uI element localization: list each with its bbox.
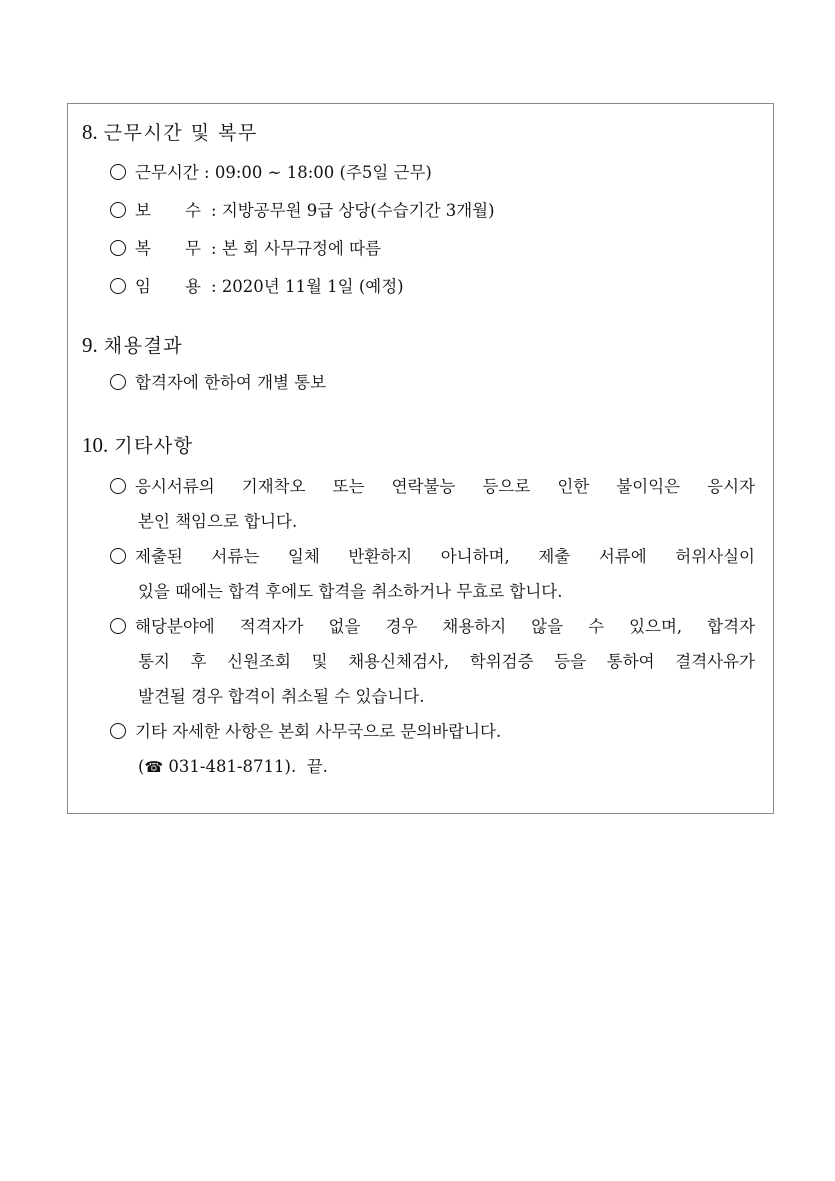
list-item-work-hours [110, 161, 432, 185]
item-value: 2020년 11월 1일 (예정) [221, 277, 404, 296]
list-item-result [110, 371, 326, 395]
item-label: 복 무 [135, 239, 201, 258]
circle-bullet-icon [110, 374, 126, 390]
item-separator: : [211, 239, 217, 258]
circle-bullet-icon [110, 164, 126, 180]
section-number: 8. [82, 120, 98, 144]
end-mark: 끝. [306, 757, 328, 776]
contact-line: (☎ 031-481-8711). 끝. [138, 757, 328, 776]
list-item-duty [110, 237, 381, 261]
item-separator: : [211, 277, 217, 296]
section-title: 채용결과 [103, 335, 184, 357]
section-title: 근무시간 및 복무 [103, 122, 258, 144]
circle-bullet-icon [110, 278, 126, 294]
item-value: 지방공무원 9급 상당(수습기간 3개월) [221, 201, 495, 220]
item-value: 09:00 ~ 18:00 (주5일 근무) [214, 163, 432, 182]
item-label: 근무시간 [135, 163, 199, 182]
phone-number: 031-481-8711 [168, 757, 285, 776]
section-number: 9. [82, 333, 98, 357]
circle-bullet-icon [110, 548, 126, 564]
item-separator: : [204, 163, 210, 182]
item-separator: : [211, 201, 217, 220]
list-item-note-4: 기타 자세한 사항은 본회 사무국으로 문의바랍니다. (☎ 031-481-8711). 끝. [110, 714, 755, 785]
circle-bullet-icon [110, 723, 126, 739]
section-heading-10 [82, 433, 194, 458]
item-text: 합격자에 한하여 개별 통보 [135, 373, 327, 392]
item-label: 보 수 [135, 201, 201, 220]
item-label: 임 용 [135, 277, 201, 296]
phone-icon: ☎ [144, 758, 164, 776]
circle-bullet-icon [110, 202, 126, 218]
list-item-note-1: 응시서류의 기재착오 또는 연락불능 등으로 인한 불이익은 응시자 본인 책임으로 합니다. [110, 469, 755, 539]
list-item-salary [110, 199, 495, 223]
section-heading-8 [82, 120, 258, 145]
circle-bullet-icon [110, 618, 126, 634]
circle-bullet-icon [110, 478, 126, 494]
section-title: 기타사항 [114, 435, 194, 457]
list-item-note-2: 제출된 서류는 일체 반환하지 아니하며, 제출 서류에 허위사실이 있을 때에는 합격 후에도 합격을 취소하거나 무효로 합니다. [110, 539, 755, 609]
list-item-appointment [110, 275, 404, 299]
item-value: 본 회 사무규정에 따름 [221, 239, 381, 258]
circle-bullet-icon [110, 240, 126, 256]
list-item-note-3: 해당분야에 적격자가 없을 경우 채용하지 않을 수 있으며, 합격자 통지 후 신원조회 및 채용신체검사, 학위검증 등을 통하여 결격사유가 발견될 경우 합격이 취소될 수 있습니다. [110, 609, 755, 714]
section-number: 10. [82, 433, 109, 457]
section-heading-9 [82, 333, 183, 358]
